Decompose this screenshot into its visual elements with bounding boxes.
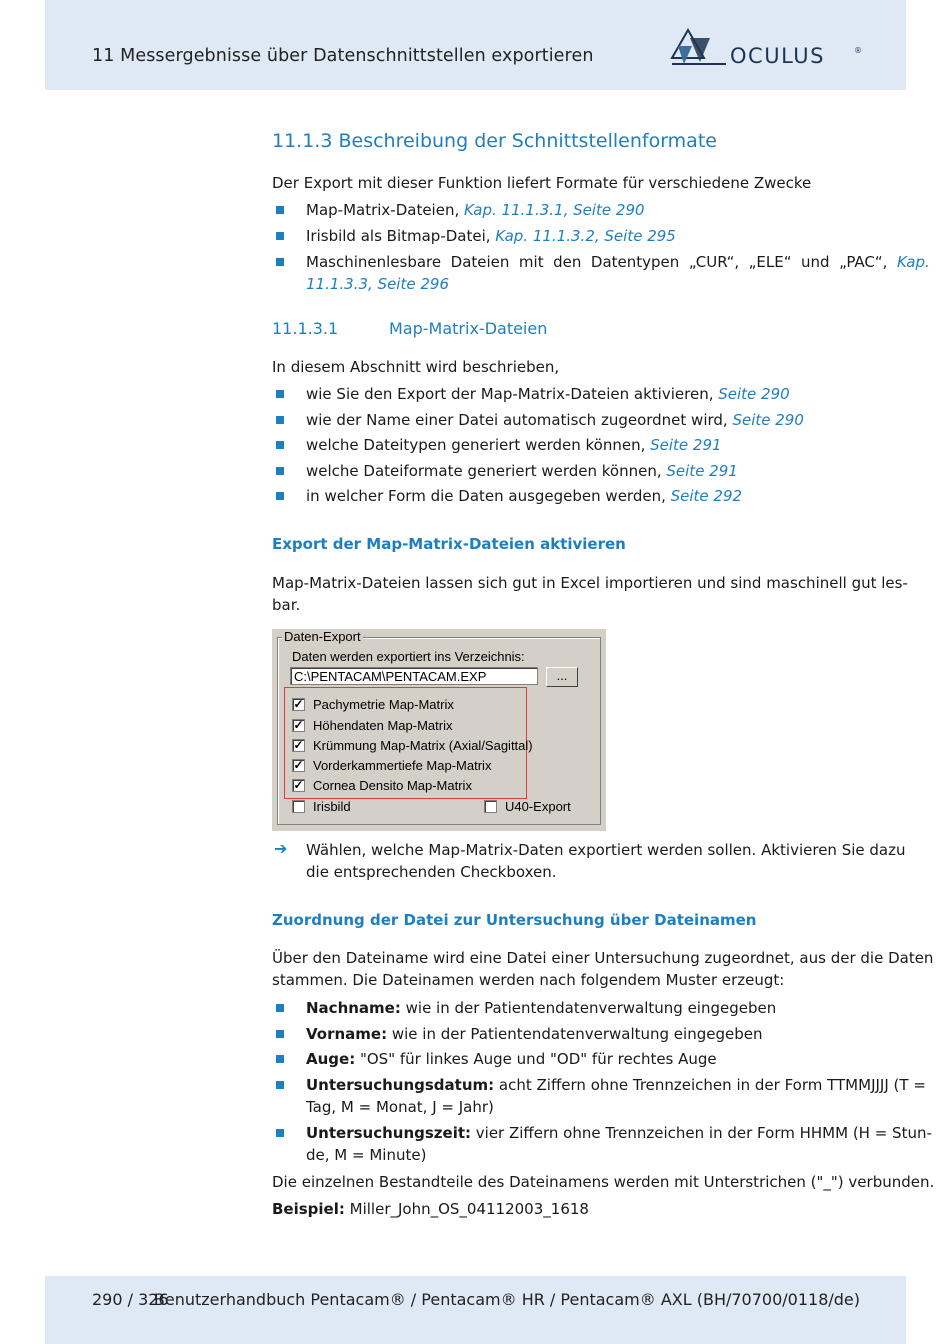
section-intro: Der Export mit dieser Funktion liefert Formate für verschiedene Zwecke [272,174,812,192]
bullet-icon [276,1081,284,1089]
page-link[interactable]: Seite 290 [732,411,804,429]
checkbox-label: Krümmung Map-Matrix (Axial/Sagittal) [313,738,533,753]
export-para-line2: bar. [272,596,301,614]
subsection-title: Map-Matrix-Dateien [389,319,548,338]
list-item: welche Dateitypen generiert werden können, Seite 291 [306,436,722,454]
list-item: Vorname: wie in der Patientendatenverwaltung eingegeben [306,1025,763,1043]
checkbox-box[interactable]: ✓ [293,778,304,792]
checkbox-box[interactable]: ✓ [293,718,304,732]
group-label: Daten-Export [284,629,361,644]
list-item-continuation: Tag, M = Monat, J = Jahr) [306,1098,494,1116]
bullet-icon [276,258,284,266]
export-path-input[interactable]: C:\PENTACAM\PENTACAM.EXP [290,667,538,685]
checkbox-label: Irisbild [313,799,351,814]
chapter-title: 11 Messergebnisse über Datenschnittstellen exportieren [92,46,594,66]
bullet-icon [276,232,284,240]
export-heading: Export der Map-Matrix-Dateien aktivieren [272,535,626,553]
page-link[interactable]: Seite 291 [666,462,738,480]
naming-heading: Zuordnung der Datei zur Untersuchung über Dateinamen [272,911,757,929]
bullet-icon [276,441,284,449]
naming-para-line1: Über den Dateiname wird eine Datei einer Untersuchung zugeordnet, aus der die Daten [272,949,934,967]
list-item: Maschinenlesbare Dateien mit den Datentypen „CUR“, „ELE“ und „PAC“, Kap. [306,253,930,271]
checkbox-label: Höhendaten Map-Matrix [313,718,453,733]
section-heading: 11.1.3 Beschreibung der Schnittstellenformate [272,130,717,152]
step-line1: Wählen, welche Map-Matrix-Daten exportiert werden sollen. Aktivieren Sie dazu [306,841,906,859]
page-link[interactable]: Kap. 11.1.3.2, Seite 295 [495,227,676,245]
list-item: Untersuchungsdatum: acht Ziffern ohne Trennzeichen in der Form TTMMJJJJ (T = [306,1076,926,1094]
bullet-icon [276,1004,284,1012]
footer-title: Benutzerhandbuch Pentacam® / Pentacam® HR / Pentacam® AXL (BH/70700/0118/de) [153,1290,860,1309]
bullet-icon [276,492,284,500]
checkbox-box[interactable] [292,800,305,813]
bullet-icon [276,416,284,424]
checkbox-box[interactable]: ✓ [293,738,304,752]
list-item: Nachname: wie in der Patientendatenverwaltung eingegeben [306,999,777,1017]
checkbox-label: U40-Export [505,799,571,814]
directory-label: Daten werden exportiert ins Verzeichnis: [292,649,525,664]
bullet-icon [276,1055,284,1063]
checkbox-box[interactable]: ✓ [293,697,304,711]
checkbox-box[interactable]: ✓ [293,758,304,772]
example-line: Beispiel: Miller_John_OS_04112003_1618 [272,1200,589,1218]
logo-text: OCULUS [730,44,825,68]
list-item: wie Sie den Export der Map-Matrix-Dateien aktivieren, Seite 290 [306,385,790,403]
page-link[interactable]: Seite 292 [670,487,743,505]
daten-export-panel [272,629,606,831]
footer-band [45,1276,906,1344]
page-link[interactable]: 11.1.3.3, Seite 296 [306,275,449,293]
list-item: Map-Matrix-Dateien, Kap. 11.1.3.1, Seite 290 [306,201,645,219]
list-item: Untersuchungszeit: vier Ziffern ohne Trennzeichen in der Form HHMM (H = Stun- [306,1124,932,1142]
page-link[interactable]: Seite 291 [650,436,722,454]
list-item: wie der Name einer Datei automatisch zugeordnet wird, Seite 290 [306,411,804,429]
bullet-icon [276,390,284,398]
naming-closing: Die einzelnen Bestandteile des Dateinamens werden mit Unterstrichen ("_") verbunden. [272,1173,935,1191]
checkbox-label: Pachymetrie Map-Matrix [313,697,454,712]
export-para-line1: Map-Matrix-Dateien lassen sich gut in Excel importieren und sind maschinell gut les- [272,574,908,592]
subsection-intro: In diesem Abschnitt wird beschrieben, [272,358,560,376]
list-item: welche Dateiformate generiert werden können, Seite 291 [306,462,738,480]
checkbox-box[interactable] [484,800,497,813]
page-number: 290 / 326 [92,1290,169,1309]
list-item: Auge: "OS" für linkes Auge und "OD" für rechtes Auge [306,1050,717,1068]
page-link[interactable]: Seite 290 [718,385,790,403]
bullet-icon [276,467,284,475]
subsection-number: 11.1.3.1 [272,319,339,338]
checkbox-label: Vorderkammertiefe Map-Matrix [313,758,492,773]
list-item: Irisbild als Bitmap-Datei, Kap. 11.1.3.2, Seite 295 [306,227,676,245]
browse-button[interactable]: ... [546,667,578,687]
bullet-icon [276,206,284,214]
list-item-continuation [306,273,449,295]
page-link[interactable]: Kap. 11.1.3.1, Seite 290 [464,201,645,219]
naming-para-line2: stammen. Die Dateinamen werden nach folgendem Muster erzeugt: [272,971,785,989]
checkbox-label: Cornea Densito Map-Matrix [313,778,472,793]
bullet-icon [276,1030,284,1038]
list-item-continuation: de, M = Minute) [306,1146,427,1164]
list-item: in welcher Form die Daten ausgegeben werden, Seite 292 [306,487,743,505]
page-link[interactable]: Kap. [896,253,930,271]
bullet-icon [276,1129,284,1137]
step-line2: die entsprechenden Checkboxen. [306,863,557,881]
logo-registered-mark: ® [854,46,862,55]
arrow-right-icon: ➔ [274,839,288,858]
